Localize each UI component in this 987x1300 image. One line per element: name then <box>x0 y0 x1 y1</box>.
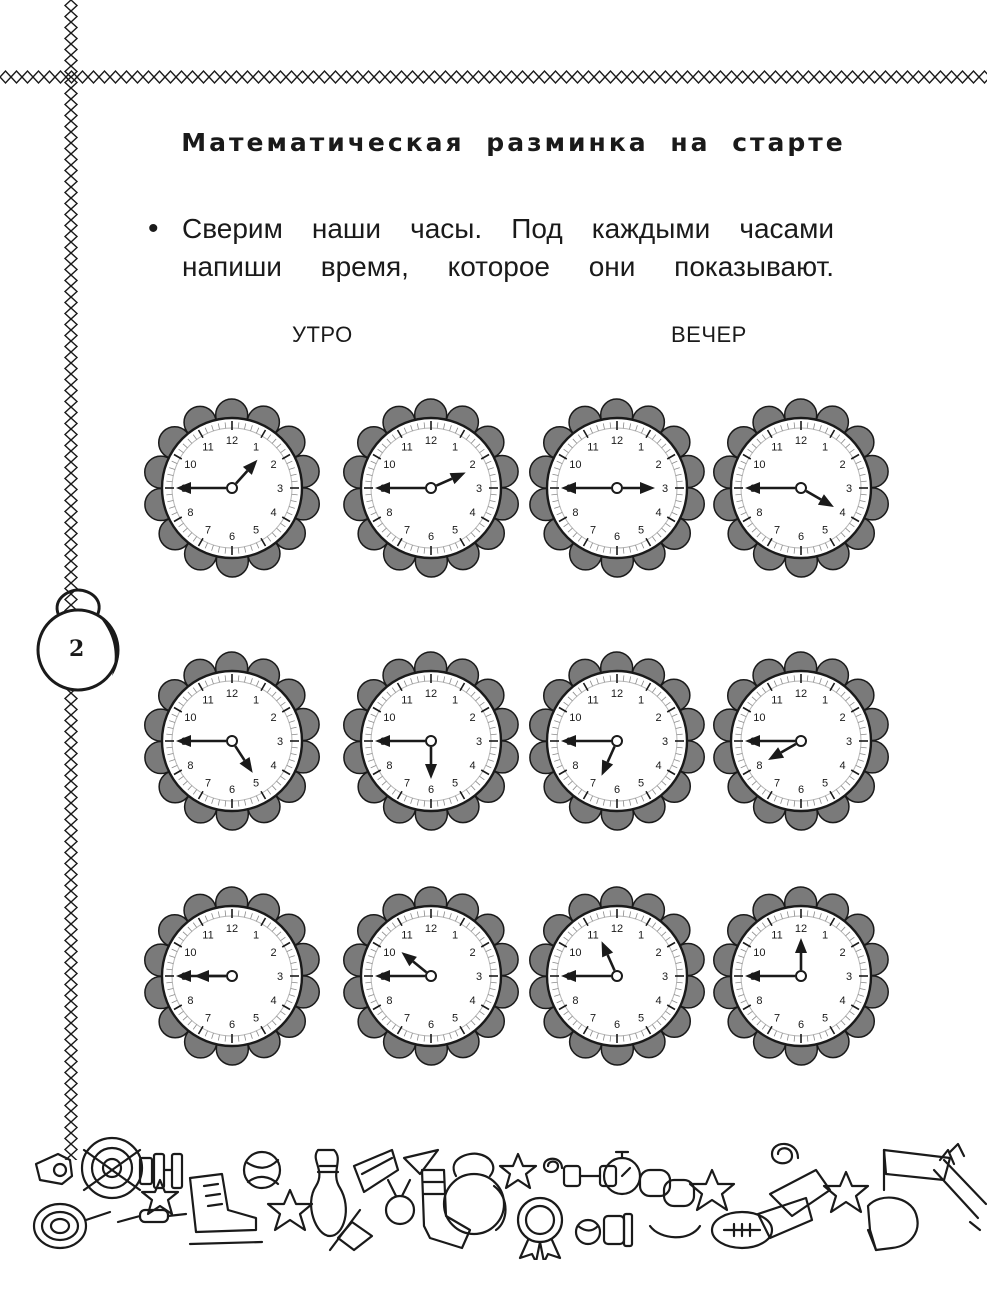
clock-numeral: 1 <box>451 929 459 942</box>
clock-numeral: 5 <box>821 524 829 537</box>
clock-numeral: 2 <box>469 459 476 471</box>
clock-numeral: 11 <box>587 694 599 707</box>
shuttlecock-icon <box>330 1150 398 1250</box>
page-title: Математическая разминка на старте <box>181 128 846 157</box>
medal-icon <box>386 1180 414 1224</box>
clock-numeral: 1 <box>821 441 829 454</box>
bullet-point: • <box>148 212 159 245</box>
clock-numeral: 7 <box>589 777 597 790</box>
clock-numeral: 10 <box>753 947 766 959</box>
clock-numeral: 12 <box>424 435 438 447</box>
clock-numeral: 12 <box>794 923 808 935</box>
ball-icon <box>576 1220 600 1244</box>
clock <box>344 887 518 1065</box>
pennant-icon <box>884 1150 950 1190</box>
spiral-icon <box>772 1144 798 1163</box>
clock-numeral: 7 <box>204 524 212 537</box>
clock <box>530 887 704 1065</box>
clock-numeral: 3 <box>845 971 853 983</box>
clock-numeral: 1 <box>252 929 260 942</box>
clock-numeral: 10 <box>753 712 766 724</box>
clock-numeral: 12 <box>794 688 808 700</box>
clock-numeral: 12 <box>610 435 624 447</box>
clock-numeral: 5 <box>637 524 645 537</box>
clock-numeral: 5 <box>451 777 459 790</box>
yoyo-icon <box>34 1204 110 1248</box>
clock-numeral: 12 <box>610 923 624 935</box>
dart-arrows-icon <box>934 1144 986 1230</box>
clock-numeral: 12 <box>424 923 438 935</box>
clock-numeral: 3 <box>475 736 483 748</box>
clock-numeral: 10 <box>383 712 396 724</box>
clock-numeral: 7 <box>204 1012 212 1025</box>
clock <box>714 399 888 577</box>
rugby-ball-icon <box>712 1212 772 1248</box>
clock-numeral: 7 <box>403 1012 411 1025</box>
clock-numeral: 3 <box>276 736 284 748</box>
clock-numeral: 4 <box>270 760 277 772</box>
instruction-text: Сверим наши часы. Под каждыми часами напиши время, которое они показывают. <box>182 213 834 282</box>
clock-center-pin <box>227 736 237 746</box>
clock-numeral: 8 <box>572 995 579 1007</box>
clock-numeral: 4 <box>655 507 662 519</box>
sports-doodles-footer <box>0 1130 987 1260</box>
clock-numeral: 2 <box>469 712 476 724</box>
clock-numeral: 10 <box>383 947 396 959</box>
clock-numeral: 11 <box>202 694 214 707</box>
clock-numeral: 5 <box>451 1012 459 1025</box>
clock-center-pin <box>426 483 436 493</box>
clock-numeral: 8 <box>386 995 393 1007</box>
clock-numeral: 7 <box>773 777 781 790</box>
clock-numeral: 12 <box>610 688 624 700</box>
clock <box>145 652 319 830</box>
clock-numeral: 12 <box>225 688 239 700</box>
clock-numeral: 1 <box>637 441 645 454</box>
clock-numeral: 4 <box>839 995 846 1007</box>
clock-numeral: 7 <box>204 777 212 790</box>
clock-center-pin <box>796 971 806 981</box>
goggles-icon <box>640 1170 700 1237</box>
clock-numeral: 4 <box>839 760 846 772</box>
clock-numeral: 10 <box>753 459 766 471</box>
clock-numeral: 1 <box>451 694 459 707</box>
clock-numeral: 3 <box>661 483 669 495</box>
dumbbell-icon <box>564 1166 632 1246</box>
clock-numeral: 12 <box>424 688 438 700</box>
clock-numeral: 2 <box>839 947 846 959</box>
clock <box>344 399 518 577</box>
star-icon <box>268 1190 312 1230</box>
clock-numeral: 5 <box>821 777 829 790</box>
clock-numeral: 2 <box>839 712 846 724</box>
clock-numeral: 3 <box>475 971 483 983</box>
column-label-morning: УТРО <box>292 322 353 347</box>
clock-numeral: 11 <box>771 441 783 454</box>
clock <box>145 399 319 577</box>
clock-numeral: 11 <box>587 441 599 454</box>
sock-icon <box>422 1170 470 1248</box>
clock-numeral: 11 <box>401 441 413 454</box>
clock-numeral: 10 <box>184 712 197 724</box>
rosette-medal-icon <box>518 1198 562 1260</box>
clock-numeral: 10 <box>184 459 197 471</box>
clock-numeral: 5 <box>637 1012 645 1025</box>
clock-center-pin <box>227 483 237 493</box>
clock-numeral: 1 <box>451 441 459 454</box>
clock-numeral: 6 <box>228 1019 236 1031</box>
clock-numeral: 4 <box>270 507 277 519</box>
clock-center-pin <box>612 736 622 746</box>
clock-center-pin <box>612 971 622 981</box>
clock <box>145 887 319 1065</box>
clock-numeral: 6 <box>613 1019 621 1031</box>
clock-numeral: 3 <box>845 483 853 495</box>
kettlebell-icon <box>444 1154 506 1234</box>
clock-numeral: 1 <box>252 694 260 707</box>
clock-numeral: 8 <box>756 507 763 519</box>
clock-numeral: 12 <box>794 435 808 447</box>
clock-numeral: 8 <box>187 760 194 772</box>
clock-numeral: 6 <box>228 784 236 796</box>
clock-numeral: 4 <box>469 760 476 772</box>
star-icon <box>690 1170 734 1210</box>
clock-numeral: 8 <box>756 995 763 1007</box>
clock-numeral: 12 <box>225 923 239 935</box>
clock-numeral: 1 <box>821 694 829 707</box>
clock-numeral: 10 <box>569 459 582 471</box>
clock-numeral: 11 <box>401 929 413 942</box>
clock-numeral: 5 <box>637 777 645 790</box>
clock-numeral: 2 <box>270 712 277 724</box>
clock-numeral: 5 <box>252 524 260 537</box>
page-number: 2 <box>69 636 85 662</box>
star-icon <box>824 1172 868 1212</box>
clock-numeral: 6 <box>427 784 435 796</box>
clock-numeral: 6 <box>228 531 236 543</box>
boxing-glove-icon <box>868 1198 918 1250</box>
clock-numeral: 3 <box>276 483 284 495</box>
clock-numeral: 2 <box>655 712 662 724</box>
clock-numeral: 7 <box>403 524 411 537</box>
clock <box>530 652 704 830</box>
clock-numeral: 4 <box>469 507 476 519</box>
clock-numeral: 3 <box>475 483 483 495</box>
clock-numeral: 3 <box>845 736 853 748</box>
clock-numeral: 8 <box>756 760 763 772</box>
clock-numeral: 2 <box>839 459 846 471</box>
clock-numeral: 7 <box>589 524 597 537</box>
clock-numeral: 7 <box>773 1012 781 1025</box>
clock-numeral: 6 <box>797 531 805 543</box>
clock-numeral: 4 <box>270 995 277 1007</box>
clock-numeral: 5 <box>252 777 260 790</box>
clock-numeral: 3 <box>661 736 669 748</box>
clock-numeral: 7 <box>589 1012 597 1025</box>
spiral-icon <box>544 1159 562 1172</box>
clock-numeral: 4 <box>655 760 662 772</box>
clock-numeral: 10 <box>569 712 582 724</box>
clock-numeral: 2 <box>270 459 277 471</box>
clock-numeral: 4 <box>469 995 476 1007</box>
clock-numeral: 1 <box>821 929 829 942</box>
clock-center-pin <box>426 736 436 746</box>
clock-numeral: 8 <box>386 760 393 772</box>
clock-numeral: 2 <box>270 947 277 959</box>
clock-numeral: 1 <box>637 694 645 707</box>
clock-numeral: 2 <box>655 947 662 959</box>
clock-numeral: 5 <box>451 524 459 537</box>
stopwatch-icon <box>604 1152 640 1194</box>
clock-center-pin <box>796 483 806 493</box>
clock-numeral: 11 <box>771 929 783 942</box>
clock-center-pin <box>796 736 806 746</box>
clock-numeral: 2 <box>469 947 476 959</box>
clock-numeral: 6 <box>797 784 805 796</box>
kettlebell-page-badge <box>28 588 128 694</box>
clock-numeral: 6 <box>427 531 435 543</box>
clock <box>714 652 888 830</box>
clock-center-pin <box>612 483 622 493</box>
clock-numeral: 8 <box>187 507 194 519</box>
clock-numeral: 10 <box>184 947 197 959</box>
target-icon <box>82 1138 142 1198</box>
clock-numeral: 6 <box>797 1019 805 1031</box>
clock-numeral: 12 <box>225 435 239 447</box>
clock-numeral: 6 <box>613 784 621 796</box>
clock-numeral: 8 <box>572 760 579 772</box>
ball-icon <box>244 1152 280 1188</box>
clock-center-pin <box>426 971 436 981</box>
clock-numeral: 2 <box>655 459 662 471</box>
clock-numeral: 3 <box>276 971 284 983</box>
column-label-evening: ВЕЧЕР <box>671 322 747 347</box>
clock-numeral: 5 <box>821 1012 829 1025</box>
clock-numeral: 10 <box>383 459 396 471</box>
clock-numeral: 7 <box>773 524 781 537</box>
clock-numeral: 4 <box>839 507 846 519</box>
clock-numeral: 4 <box>655 995 662 1007</box>
clock-center-pin <box>227 971 237 981</box>
clock-numeral: 1 <box>637 929 645 942</box>
clock-numeral: 1 <box>252 441 260 454</box>
clock-numeral: 11 <box>202 441 214 454</box>
flippers-icon <box>758 1170 830 1238</box>
clock-numeral: 11 <box>771 694 783 707</box>
clock-numeral: 10 <box>569 947 582 959</box>
clock <box>344 652 518 830</box>
clock-numeral: 11 <box>202 929 214 942</box>
clock <box>530 399 704 577</box>
clock <box>714 887 888 1065</box>
clock-numeral: 8 <box>572 507 579 519</box>
clock-numeral: 8 <box>187 995 194 1007</box>
star-icon <box>500 1154 536 1188</box>
clock-numeral: 6 <box>613 531 621 543</box>
clock-numeral: 5 <box>252 1012 260 1025</box>
clock-numeral: 11 <box>587 929 599 942</box>
whistle-icon <box>36 1154 72 1184</box>
clock-numeral: 11 <box>401 694 413 707</box>
bowling-pin-icon <box>311 1150 346 1236</box>
clock-numeral: 3 <box>661 971 669 983</box>
clock-numeral: 7 <box>403 777 411 790</box>
clock-numeral: 6 <box>427 1019 435 1031</box>
clock-numeral: 8 <box>386 507 393 519</box>
